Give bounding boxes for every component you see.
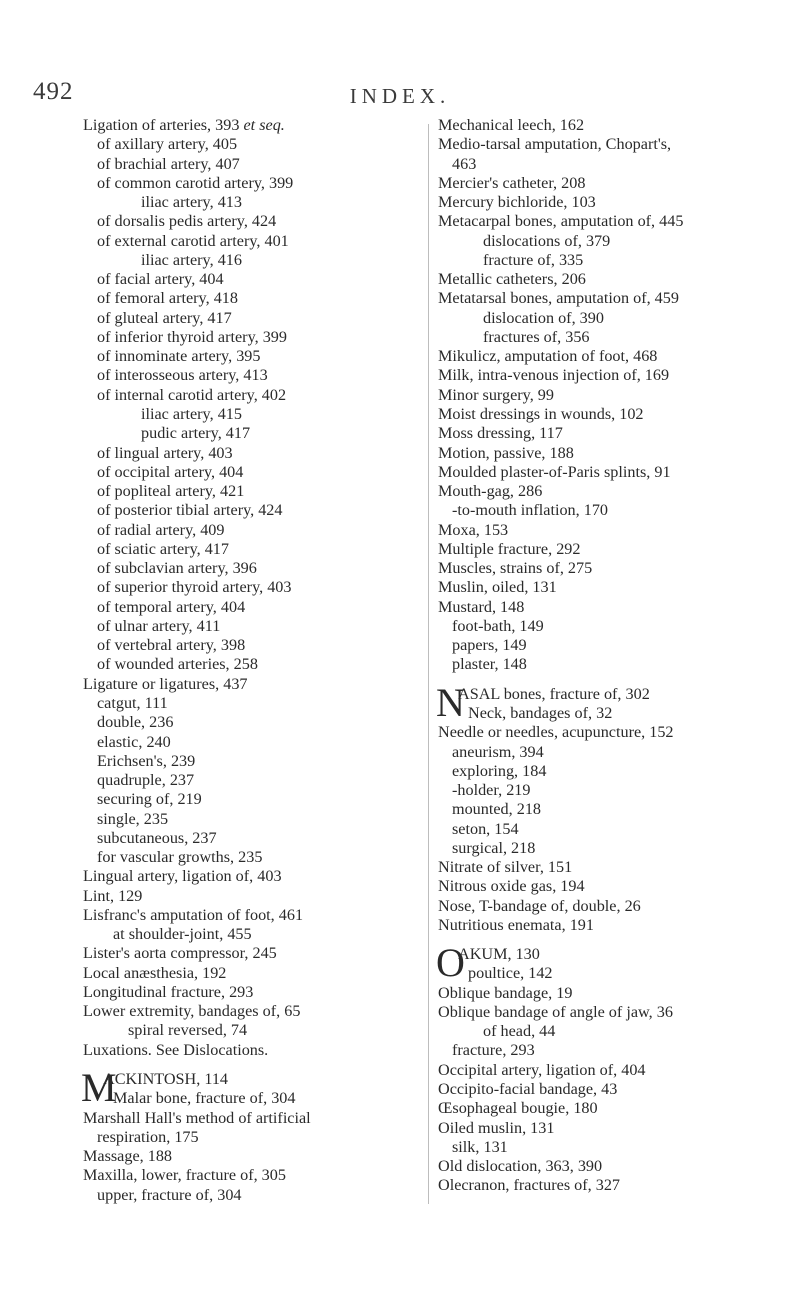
entry-italic: et seq. xyxy=(243,116,285,134)
entry-text: of gluteal artery, 417 xyxy=(97,308,232,327)
index-entry xyxy=(83,482,423,501)
index-entry: ACKINTOSH, 114 xyxy=(103,1070,229,1089)
entry-text: of internal carotid artery, 402 xyxy=(97,385,287,404)
entry-text: dislocation of, 390 xyxy=(483,308,604,327)
index-entry xyxy=(438,347,778,366)
index-entry xyxy=(438,781,778,800)
index-entry xyxy=(83,655,423,674)
entry-text: Oblique bandage of angle of jaw, 36 xyxy=(438,1002,673,1021)
entry-text: Moist dressings in wounds, 102 xyxy=(438,404,644,423)
entry-text: Ligation of arteries, 393 xyxy=(83,116,244,134)
index-entry xyxy=(83,1041,423,1060)
entry-text: aneurism, 394 xyxy=(452,742,544,761)
index-entry xyxy=(438,1119,778,1138)
entry-text: Maxilla, lower, fracture of, 305 xyxy=(83,1166,286,1185)
index-entry xyxy=(438,762,778,781)
index-entry xyxy=(438,540,778,559)
index-entry xyxy=(83,1002,423,1021)
entry-text: of radial artery, 409 xyxy=(97,520,225,539)
entry-text: of subclavian artery, 396 xyxy=(97,559,257,578)
entry-text: upper, fracture of, 304 xyxy=(97,1185,242,1204)
entry-text: iliac artery, 413 xyxy=(141,193,242,212)
entry-text: dislocations of, 379 xyxy=(483,231,611,250)
index-entry xyxy=(438,839,778,858)
index-entry xyxy=(438,1157,778,1176)
index-entry xyxy=(438,1138,778,1157)
entry-text: 463 xyxy=(452,154,477,173)
entry-text: Milk, intra-venous injection of, 169 xyxy=(438,366,670,385)
index-entry xyxy=(83,675,423,694)
entry-text: pudic artery, 417 xyxy=(141,424,251,443)
entry-text: of dorsalis pedis artery, 424 xyxy=(97,212,277,231)
index-entry xyxy=(438,386,778,405)
index-entry xyxy=(83,752,423,771)
index-entry xyxy=(438,193,778,212)
index-entry xyxy=(438,636,778,655)
entry-text: seton, 154 xyxy=(452,819,519,838)
index-entry xyxy=(438,743,778,762)
index-entry xyxy=(83,270,423,289)
index-entry xyxy=(83,328,423,347)
entry-text: Multiple fracture, 292 xyxy=(438,539,581,558)
index-entry xyxy=(83,232,423,251)
column-divider xyxy=(428,124,429,1204)
index-entry xyxy=(83,636,423,655)
index-entry xyxy=(438,578,778,597)
section-m xyxy=(81,1065,423,1111)
index-entry xyxy=(83,1186,423,1205)
index-entry xyxy=(438,559,778,578)
entry-text: Occipital artery, ligation of, 404 xyxy=(438,1060,646,1079)
entry-text: Metacarpal bones, amputation of, 445 xyxy=(438,212,684,231)
index-entry xyxy=(83,617,423,636)
entry-text: Muscles, strains of, 275 xyxy=(438,559,593,578)
entries-r xyxy=(438,116,778,675)
index-entry xyxy=(83,887,423,906)
entry-text: Mikulicz, amputation of foot, 468 xyxy=(438,347,658,366)
index-entry xyxy=(438,598,778,617)
entry-text: Nitrous oxide gas, 194 xyxy=(438,877,585,896)
entry-text: surgical, 218 xyxy=(452,838,536,857)
index-entry xyxy=(438,1080,778,1099)
index-entry xyxy=(438,1061,778,1080)
index-entry xyxy=(438,877,778,896)
entry-text: iliac artery, 416 xyxy=(141,250,242,269)
index-entry xyxy=(438,174,778,193)
entry-text: Nutritious enemata, 191 xyxy=(438,915,594,934)
entry-text: Massage, 188 xyxy=(83,1147,173,1166)
entry-text: Lower extremity, bandages of, 65 xyxy=(83,1002,301,1021)
index-entry xyxy=(83,135,423,154)
entry-text: Moulded plaster-of-Paris splints, 91 xyxy=(438,462,671,481)
index-entry: poultice, 142 xyxy=(468,964,553,983)
entry-text: Needle or needles, acupuncture, 152 xyxy=(438,723,674,742)
entry-text: of brachial artery, 407 xyxy=(97,154,240,173)
index-entry xyxy=(83,289,423,308)
entry-text: Occipito-facial bandage, 43 xyxy=(438,1080,618,1099)
index-entry xyxy=(438,858,778,877)
drop-cap: N xyxy=(436,679,465,725)
index-entry xyxy=(438,1003,778,1022)
index-entry xyxy=(83,713,423,732)
entry-text: papers, 149 xyxy=(452,636,527,655)
index-entry xyxy=(438,289,778,308)
index-entry xyxy=(83,1147,423,1166)
page-number: 492 xyxy=(33,78,74,105)
index-entry xyxy=(83,366,423,385)
entry-text: Medio-tarsal amputation, Chopart's, xyxy=(438,135,672,154)
index-entry xyxy=(83,925,423,944)
entry-text: catgut, 111 xyxy=(97,693,168,712)
index-entry xyxy=(83,424,423,443)
index-entry: ASAL bones, fracture of, 302 xyxy=(458,684,650,703)
entry-text: Mercier's catheter, 208 xyxy=(438,173,586,192)
index-entry xyxy=(83,848,423,867)
index-entry xyxy=(438,309,778,328)
entry-text: of inferior thyroid artery, 399 xyxy=(97,327,287,346)
index-entry xyxy=(438,655,778,674)
entry-text: of wounded arteries, 258 xyxy=(97,655,258,674)
index-entry xyxy=(83,810,423,829)
index-entry xyxy=(83,733,423,752)
drop-cap: O xyxy=(436,940,465,986)
index-entry: Malar bone, fracture of, 304 xyxy=(113,1089,296,1108)
index-entry xyxy=(83,251,423,270)
entry-text: of lingual artery, 403 xyxy=(97,443,233,462)
index-entry xyxy=(438,1099,778,1118)
entry-text: Lingual artery, ligation of, 403 xyxy=(83,867,282,886)
index-entry xyxy=(438,723,778,742)
entry-text: Metallic catheters, 206 xyxy=(438,270,586,289)
index-entry xyxy=(83,559,423,578)
entry-text: Ligature or ligatures, 437 xyxy=(83,674,248,693)
index-entry xyxy=(438,1041,778,1060)
index-entry xyxy=(438,800,778,819)
entry-text: Olecranon, fractures of, 327 xyxy=(438,1176,621,1195)
entry-text: elastic, 240 xyxy=(97,732,171,751)
index-entry xyxy=(438,270,778,289)
index-entry xyxy=(83,964,423,983)
entry-text: of superior thyroid artery, 403 xyxy=(97,578,292,597)
index-entry xyxy=(438,232,778,251)
entries-m xyxy=(83,1109,423,1205)
index-entry xyxy=(83,193,423,212)
index-entry xyxy=(83,1021,423,1040)
index-entry: AKUM, 130 xyxy=(458,945,540,964)
index-entry xyxy=(438,1022,778,1041)
entry-text: Oiled muslin, 131 xyxy=(438,1118,555,1137)
index-entry xyxy=(83,386,423,405)
entry-text: Local anæsthesia, 192 xyxy=(83,963,227,982)
entry-text: Mercury bichloride, 103 xyxy=(438,193,596,212)
entry-text: Luxations. See Dislocations. xyxy=(83,1040,269,1059)
index-entry xyxy=(83,578,423,597)
index-entry xyxy=(83,405,423,424)
entry-text: Œsophageal bougie, 180 xyxy=(438,1099,598,1118)
entry-text: single, 235 xyxy=(97,809,169,828)
index-entry xyxy=(438,366,778,385)
index-entry: Neck, bandages of, 32 xyxy=(468,703,613,722)
entry-text: quadruple, 237 xyxy=(97,771,195,790)
entry-text: plaster, 148 xyxy=(452,655,527,674)
index-entry xyxy=(438,984,778,1003)
entry-text: fracture, 293 xyxy=(452,1041,535,1060)
index-entry xyxy=(438,521,778,540)
entry-text: of axillary artery, 405 xyxy=(97,135,238,154)
entry-text: Mechanical leech, 162 xyxy=(438,116,585,134)
entry-text: of head, 44 xyxy=(483,1022,556,1041)
entry-text: Moxa, 153 xyxy=(438,520,509,539)
index-entry xyxy=(438,444,778,463)
entry-text: of femoral artery, 418 xyxy=(97,289,238,308)
entry-text: Muslin, oiled, 131 xyxy=(438,578,557,597)
index-entry xyxy=(83,829,423,848)
entry-text: respiration, 175 xyxy=(97,1127,199,1146)
index-entry xyxy=(83,1166,423,1185)
index-entry xyxy=(83,521,423,540)
entry-text: at shoulder-joint, 455 xyxy=(113,925,252,944)
entry-text: Metatarsal bones, amputation of, 459 xyxy=(438,289,679,308)
entries-o xyxy=(438,984,778,1196)
entry-text: of posterior tibial artery, 424 xyxy=(97,501,283,520)
index-entry xyxy=(438,617,778,636)
entry-text: for vascular growths, 235 xyxy=(97,848,263,867)
index-entry xyxy=(83,444,423,463)
entry-text: Moss dressing, 117 xyxy=(438,424,563,443)
entry-text: fracture of, 335 xyxy=(483,250,584,269)
index-entry xyxy=(438,116,778,135)
entry-text: Oblique bandage, 19 xyxy=(438,983,573,1002)
section-o xyxy=(436,940,778,986)
index-entry xyxy=(438,501,778,520)
entry-text: exploring, 184 xyxy=(452,761,547,780)
entry-text: securing of, 219 xyxy=(97,790,202,809)
entry-text: of ulnar artery, 411 xyxy=(97,616,221,635)
entry-text: of innominate artery, 395 xyxy=(97,347,261,366)
index-entry xyxy=(438,897,778,916)
entries-n xyxy=(438,723,778,935)
drop-cap: M xyxy=(81,1065,117,1111)
index-entry xyxy=(438,424,778,443)
entry-text: Old dislocation, 363, 390 xyxy=(438,1157,603,1176)
entry-text: silk, 131 xyxy=(452,1137,508,1156)
entries-l xyxy=(83,116,423,1060)
index-entry xyxy=(438,135,778,154)
index-entry xyxy=(83,116,423,135)
entry-text: Nose, T-bandage of, double, 26 xyxy=(438,896,641,915)
index-entry xyxy=(83,867,423,886)
entry-text: Motion, passive, 188 xyxy=(438,443,574,462)
entry-text: Minor surgery, 99 xyxy=(438,385,554,404)
index-entry xyxy=(83,790,423,809)
entry-text: Mouth-gag, 286 xyxy=(438,482,543,501)
entry-text: of occipital artery, 404 xyxy=(97,462,244,481)
index-column-right xyxy=(438,116,778,1196)
index-entry xyxy=(83,212,423,231)
index-entry xyxy=(438,1176,778,1195)
index-entry xyxy=(83,771,423,790)
entry-text: spiral reversed, 74 xyxy=(128,1021,248,1040)
entry-text: foot-bath, 149 xyxy=(452,616,544,635)
entry-text: Lisfranc's amputation of foot, 461 xyxy=(83,905,304,924)
index-entry xyxy=(438,820,778,839)
section-n xyxy=(436,679,778,725)
index-entry xyxy=(83,501,423,520)
entry-text: Nitrate of silver, 151 xyxy=(438,858,573,877)
index-entry xyxy=(438,328,778,347)
index-entry xyxy=(83,598,423,617)
entry-text: Mustard, 148 xyxy=(438,597,525,616)
index-entry xyxy=(83,309,423,328)
index-entry xyxy=(83,694,423,713)
index-entry xyxy=(83,983,423,1002)
entry-text: of sciatic artery, 417 xyxy=(97,539,229,558)
entry-text: of vertebral artery, 398 xyxy=(97,636,246,655)
entry-text: Longitudinal fracture, 293 xyxy=(83,982,254,1001)
entry-text: subcutaneous, 237 xyxy=(97,828,217,847)
entry-text: iliac artery, 415 xyxy=(141,404,242,423)
index-column-left xyxy=(83,116,423,1205)
index-entry xyxy=(83,540,423,559)
entry-text: double, 236 xyxy=(97,713,174,732)
entry-text: Lint, 129 xyxy=(83,886,143,905)
index-entry xyxy=(83,174,423,193)
entry-text: mounted, 218 xyxy=(452,800,542,819)
entry-text: of external carotid artery, 401 xyxy=(97,231,289,250)
index-entry xyxy=(83,155,423,174)
entry-text: -to-mouth inflation, 170 xyxy=(452,501,609,520)
entry-text: of temporal artery, 404 xyxy=(97,597,246,616)
index-entry xyxy=(83,347,423,366)
index-entry xyxy=(83,463,423,482)
entry-text: of popliteal artery, 421 xyxy=(97,482,245,501)
running-head: INDEX. xyxy=(349,84,451,108)
entry-text: Lister's aorta compressor, 245 xyxy=(83,944,277,963)
entry-text: -holder, 219 xyxy=(452,781,531,800)
index-entry xyxy=(438,212,778,231)
entry-text: fractures of, 356 xyxy=(483,327,590,346)
index-entry xyxy=(438,251,778,270)
index-entry xyxy=(83,906,423,925)
entry-text: of common carotid artery, 399 xyxy=(97,173,294,192)
index-entry xyxy=(438,916,778,935)
index-entry xyxy=(438,482,778,501)
entry-text: of facial artery, 404 xyxy=(97,270,224,289)
index-entry xyxy=(83,944,423,963)
index-entry xyxy=(83,1109,423,1128)
index-entry xyxy=(438,155,778,174)
entry-text: of interosseous artery, 413 xyxy=(97,366,268,385)
index-entry xyxy=(438,405,778,424)
entry-text: Marshall Hall's method of artificial xyxy=(83,1108,311,1127)
index-entry xyxy=(83,1128,423,1147)
index-entry xyxy=(438,463,778,482)
entry-text: Erichsen's, 239 xyxy=(97,751,196,770)
